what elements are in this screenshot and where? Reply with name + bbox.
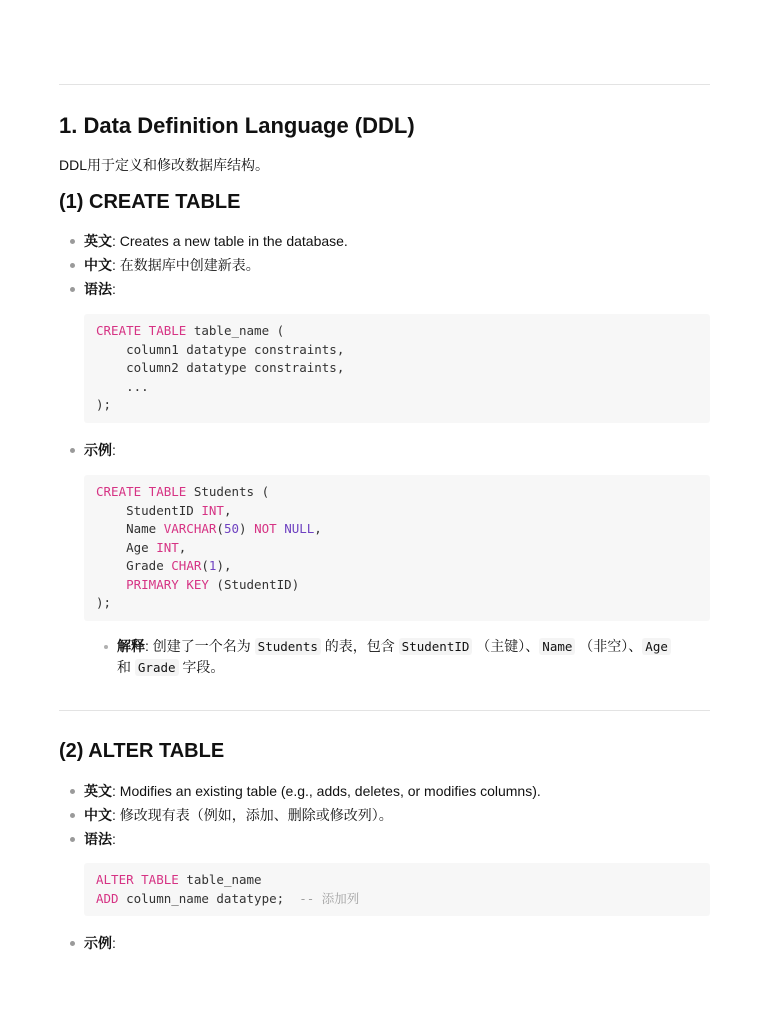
text-chinese: : 在数据库中创建新表。 xyxy=(112,257,260,273)
code-keyword: PRIMARY KEY xyxy=(126,576,209,592)
section-title: 1. Data Definition Language (DDL) xyxy=(59,113,415,138)
list-item-example xyxy=(59,931,116,955)
inline-code: Grade xyxy=(135,659,179,676)
bullet-icon xyxy=(70,448,75,453)
label-chinese: 中文 xyxy=(84,807,112,823)
list-item-chinese xyxy=(59,803,541,827)
alter-table-list xyxy=(59,779,541,851)
inline-code: Age xyxy=(642,638,671,655)
label-example: 示例 xyxy=(84,935,112,951)
code-text: Age xyxy=(96,539,157,555)
text-english: : Modifies an existing table (e.g., adds, deletes, or modifies columns). xyxy=(112,783,541,799)
list-item-example xyxy=(59,438,116,462)
label-chinese: 中文 xyxy=(84,257,112,273)
example-colon: : xyxy=(112,935,116,951)
syntax-colon: : xyxy=(112,281,116,297)
code-line: column1 datatype constraints, xyxy=(96,341,345,357)
code-literal: NULL xyxy=(284,521,315,536)
code-text: Students ( xyxy=(186,484,270,499)
label-english: 英文 xyxy=(84,233,112,249)
code-line xyxy=(96,483,710,502)
text-chinese: : 修改现有表（例如，添加、删除或修改列）。 xyxy=(112,807,393,823)
code-keyword: CREATE TABLE xyxy=(96,484,187,499)
bullet-icon xyxy=(104,645,108,649)
code-text: table_name ( xyxy=(186,323,285,338)
text-english: : Creates a new table in the database. xyxy=(112,233,348,249)
section-divider xyxy=(59,710,710,711)
list-item-syntax xyxy=(59,277,348,301)
code-line: ); xyxy=(96,595,112,610)
inline-code: Name xyxy=(539,638,575,655)
code-keyword: NOT xyxy=(254,521,277,536)
syntax-colon: : xyxy=(112,831,116,847)
code-keyword: ADD xyxy=(96,890,119,906)
list-item-english xyxy=(59,229,348,253)
code-text: ( xyxy=(201,558,209,573)
code-line: ... xyxy=(96,378,149,394)
code-text: ), xyxy=(216,558,232,573)
bullet-icon xyxy=(70,287,75,292)
explanation-part: （主键）、 xyxy=(472,638,540,654)
code-text xyxy=(96,577,126,592)
code-text: Name xyxy=(96,521,164,536)
list-item-english xyxy=(59,779,541,803)
syntax-code-block xyxy=(84,314,710,423)
explanation-item xyxy=(102,636,722,678)
bullet-icon xyxy=(70,813,75,818)
bullet-icon xyxy=(70,789,75,794)
label-syntax: 语法 xyxy=(84,831,112,847)
example-list xyxy=(59,438,116,462)
explanation-text xyxy=(117,636,722,678)
code-line xyxy=(96,576,710,595)
label-example: 示例 xyxy=(84,442,112,458)
code-text: Grade xyxy=(96,558,172,573)
bullet-icon xyxy=(70,263,75,268)
code-line xyxy=(96,557,710,576)
code-text: ) xyxy=(239,521,255,536)
code-keyword: ALTER TABLE xyxy=(96,872,179,887)
top-divider xyxy=(59,84,710,85)
inline-code: Students xyxy=(255,638,321,655)
code-line: column2 datatype constraints, xyxy=(96,360,345,375)
explanation-part: 字段。 xyxy=(178,659,225,675)
bullet-icon xyxy=(70,239,75,244)
code-line xyxy=(96,539,710,558)
alter-example-list xyxy=(59,931,116,955)
code-text: column_name datatype; xyxy=(118,890,300,906)
code-text: (StudentID) xyxy=(208,576,300,592)
example-code-block xyxy=(84,475,710,621)
label-english: 英文 xyxy=(84,783,112,799)
section-intro: DDL用于定义和修改数据库结构。 xyxy=(59,157,270,173)
label-explanation: 解释 xyxy=(117,638,145,654)
label-syntax: 语法 xyxy=(84,281,112,297)
code-text: , xyxy=(178,539,187,555)
list-item-chinese xyxy=(59,253,348,277)
code-keyword: CREATE TABLE xyxy=(96,323,187,338)
code-text: StudentID xyxy=(96,502,202,518)
create-table-list xyxy=(59,229,348,301)
explanation-part: 的表，包含 xyxy=(320,638,399,654)
code-number: 1 xyxy=(208,558,217,573)
code-line xyxy=(96,502,710,521)
code-line: ); xyxy=(96,397,112,412)
list-item-syntax xyxy=(59,827,541,851)
code-line xyxy=(96,322,710,341)
code-line xyxy=(96,520,710,539)
explanation-part: （非空）、 xyxy=(575,638,643,654)
bullet-icon xyxy=(70,941,75,946)
create-table-heading: (1) CREATE TABLE xyxy=(59,191,241,213)
alter-syntax-code-block xyxy=(84,863,710,916)
code-line xyxy=(96,890,710,909)
bullet-icon xyxy=(70,837,75,842)
code-comment: -- 添加列 xyxy=(299,890,360,906)
code-line xyxy=(96,871,710,890)
code-type: VARCHAR xyxy=(163,521,217,536)
code-type: CHAR xyxy=(171,558,202,573)
code-number: 50 xyxy=(223,521,240,536)
example-colon: : xyxy=(112,442,116,458)
code-text: , xyxy=(314,521,322,536)
code-text: table_name xyxy=(178,872,262,887)
explanation-part: : 创建了一个名为 xyxy=(145,638,255,654)
code-text: ( xyxy=(216,521,224,536)
alter-table-heading: (2) ALTER TABLE xyxy=(59,740,225,762)
explanation-part: 和 xyxy=(117,659,135,675)
code-type: INT xyxy=(156,539,179,555)
code-type: INT xyxy=(201,502,224,518)
code-text: , xyxy=(223,502,232,518)
inline-code: StudentID xyxy=(399,638,473,655)
